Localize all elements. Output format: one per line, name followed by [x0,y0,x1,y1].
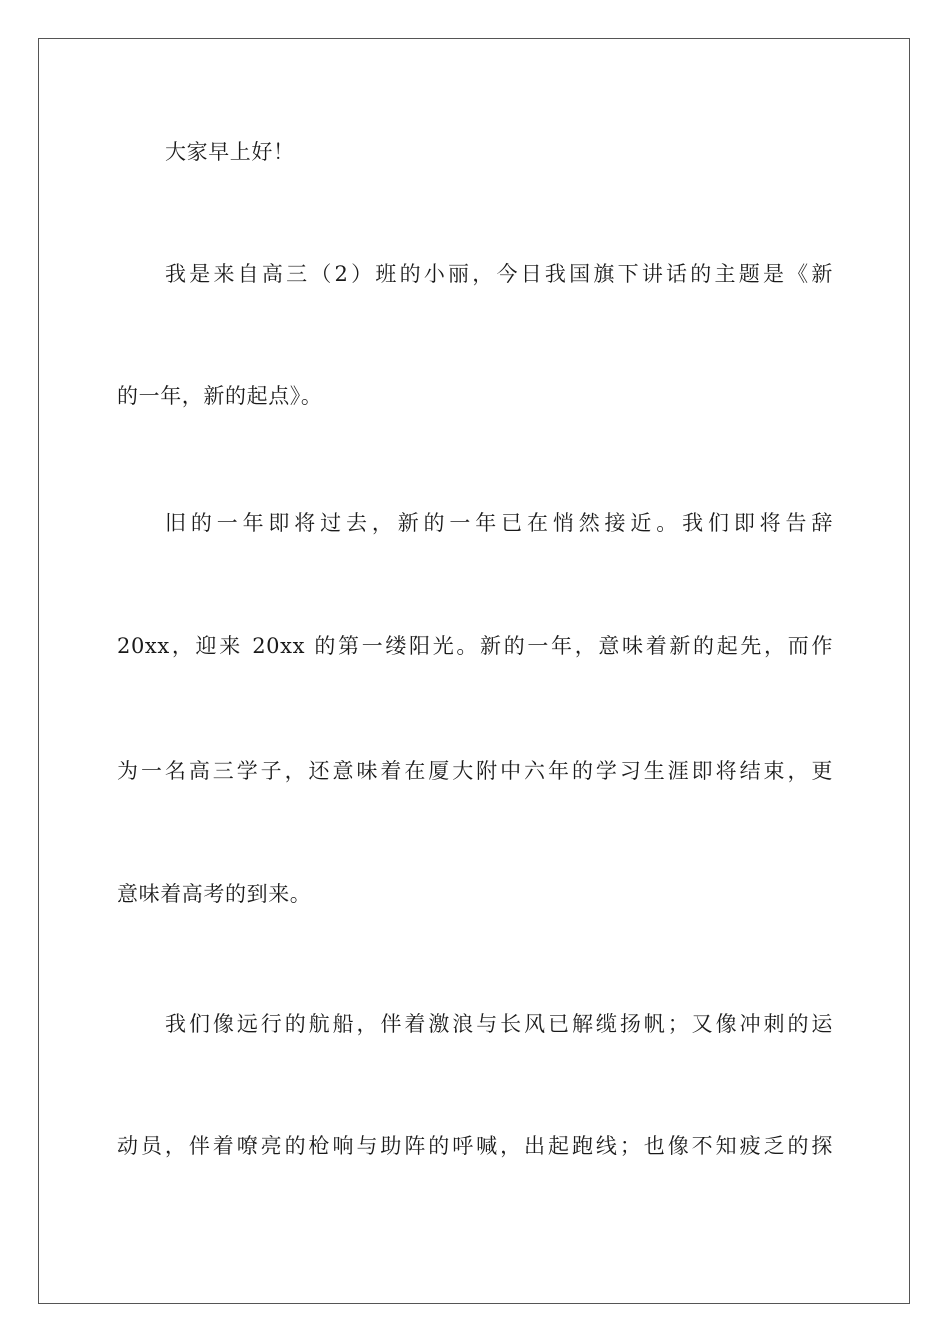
page-border [38,38,910,1304]
paragraph-2-line-2: 20xx，迎来 20xx 的第一缕阳光。新的一年，意味着新的起先，而作 [117,634,833,658]
paragraph-2-line-3: 为一名高三学子，还意味着在厦大附中六年的学习生涯即将结束，更 [117,759,833,783]
paragraph-3-line-2: 动员，伴着嘹亮的枪响与助阵的呼喊，出起跑线；也像不知疲乏的探 [117,1134,833,1158]
paragraph-1-line-2: 的一年，新的起点》。 [117,384,323,408]
paragraph-1-line-1: 我是来自高三（2）班的小丽，今日我国旗下讲话的主题是《新 [165,262,833,286]
paragraph-2-line-1: 旧的一年即将过去，新的一年已在悄然接近。我们即将告辞 [165,511,833,535]
paragraph-2-line-4: 意味着高考的到来。 [117,882,312,906]
greeting-line: 大家早上好！ [165,140,295,164]
paragraph-3-line-1: 我们像远行的航船，伴着激浪与长风已解缆扬帆；又像冲刺的运 [165,1012,833,1036]
